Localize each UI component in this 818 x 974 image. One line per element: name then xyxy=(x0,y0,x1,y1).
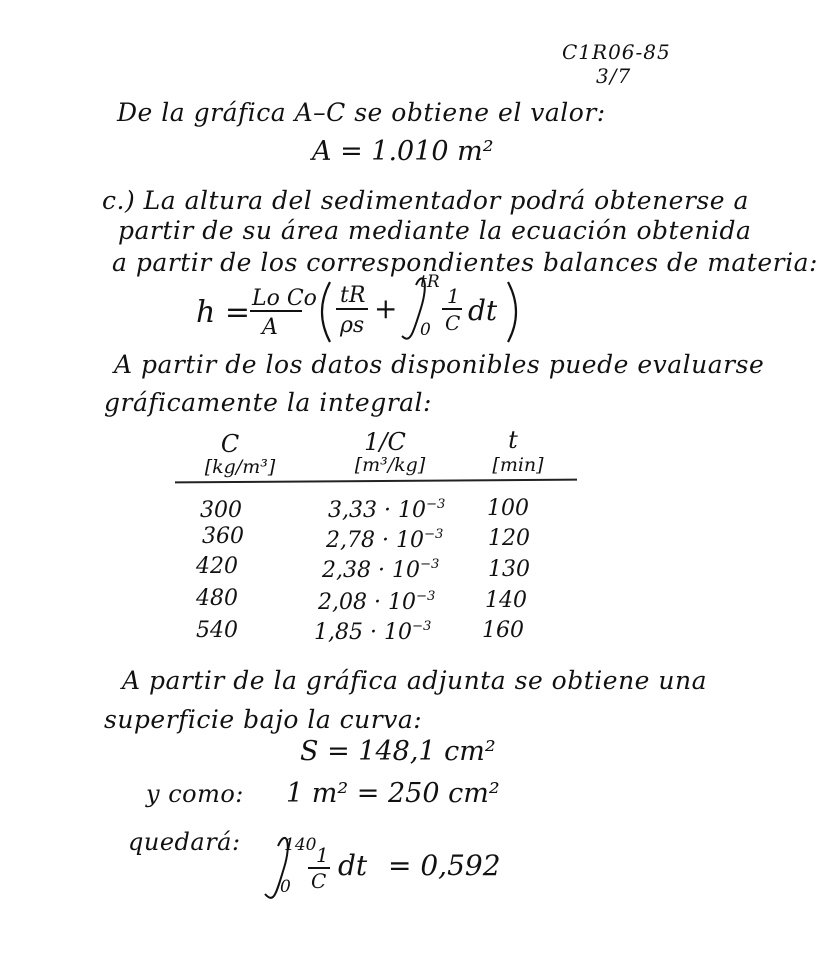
cell-inv-c: $2,38 \cdot 10^{-3}$ xyxy=(322,556,440,583)
cell-c: 300 xyxy=(200,498,242,523)
conversion-label: y como: xyxy=(146,780,244,808)
col-unit-inv-c: [m³/kg] xyxy=(354,454,426,476)
formula-lhs: h = xyxy=(196,295,250,330)
result-lower-limit: 0 xyxy=(280,877,291,897)
cell-c: 540 xyxy=(196,618,238,643)
result-dt: dt xyxy=(338,849,368,882)
result-inner-den: C xyxy=(311,869,327,893)
formula-upper-limit: tR xyxy=(420,272,440,292)
section-c-line-3: a partir de los correspondientes balances de materia: xyxy=(112,248,818,277)
conversion-equation: 1 m² = 250 cm² xyxy=(286,778,500,809)
formula-numerator: Lo Co xyxy=(252,286,317,311)
page-number: 3/7 xyxy=(596,64,632,88)
cell-inv-c: $3,33 \cdot 10^{-3}$ xyxy=(328,496,446,523)
surface-equation: S = 148,1 cm² xyxy=(300,736,496,767)
cell-t: 120 xyxy=(488,526,530,551)
cell-c: 420 xyxy=(196,554,238,579)
col-unit-t: [min] xyxy=(492,454,544,476)
cell-t: 130 xyxy=(488,557,530,582)
cell-c: 360 xyxy=(202,524,244,549)
col-unit-c: [kg/m³] xyxy=(204,456,276,478)
cell-inv-c: $1,85 \cdot 10^{-3}$ xyxy=(314,618,432,645)
graph-result-line-2: superficie bajo la curva: xyxy=(104,705,423,734)
section-c-line-2: partir de su área mediante la ecuación obtenida xyxy=(118,216,752,245)
result-upper-limit: 140 xyxy=(284,835,317,855)
area-equation: A = 1.010 m² xyxy=(312,136,494,167)
cell-c: 480 xyxy=(196,586,238,611)
document-code: C1R06-85 xyxy=(562,40,671,64)
formula-denominator: A xyxy=(262,315,278,340)
cell-inv-c: $2,08 \cdot 10^{-3}$ xyxy=(318,588,436,615)
graph-intro-line-2: gráficamente la integral: xyxy=(104,388,432,417)
formula-rho: ρs xyxy=(340,313,365,338)
graph-intro-line-1: A partir de los datos disponibles puede evaluarse xyxy=(114,350,765,379)
graph-result-line-1: A partir de la gráfica adjunta se obtiene una xyxy=(122,666,708,695)
cell-inv-c: $2,78 \cdot 10^{-3}$ xyxy=(326,526,444,553)
result-label: quedará: xyxy=(128,828,241,856)
formula-plus: + xyxy=(374,292,398,325)
col-header-inv-c: 1/C xyxy=(364,428,406,456)
formula-dt: dt xyxy=(468,294,498,327)
formula-inner-den: C xyxy=(445,311,461,335)
col-header-t: t xyxy=(508,426,518,454)
cell-t: 160 xyxy=(482,618,524,643)
formula-tr: tR xyxy=(340,283,366,308)
cell-t: 140 xyxy=(485,588,527,613)
result-inner-num: 1 xyxy=(316,843,329,867)
intro-line: De la gráfica A–C se obtiene el valor: xyxy=(117,98,606,127)
col-header-c: C xyxy=(220,430,240,458)
result-value: = 0,592 xyxy=(388,849,501,882)
cell-t: 100 xyxy=(487,496,529,521)
formula-lower-limit: 0 xyxy=(420,320,431,340)
section-c-line-1: c.) La altura del sedimentador podrá obtenerse a xyxy=(102,186,749,215)
formula-inner-num: 1 xyxy=(447,284,460,308)
